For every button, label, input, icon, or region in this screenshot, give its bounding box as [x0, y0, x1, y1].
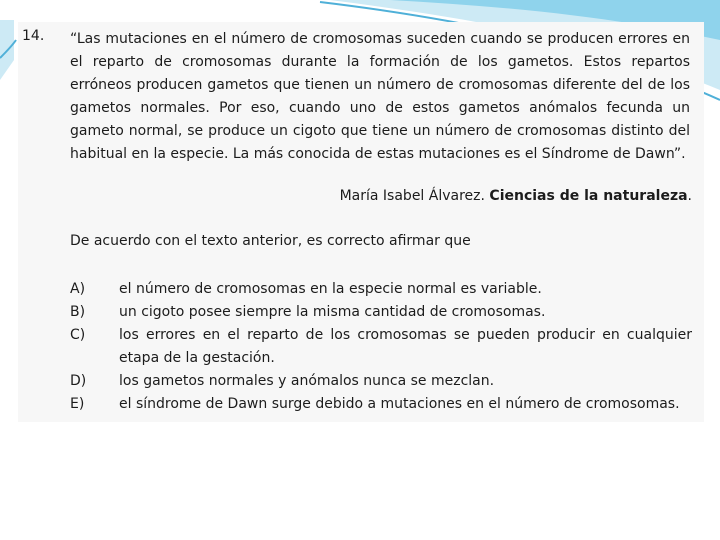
citation-end: . — [687, 188, 692, 204]
option-letter: B) — [70, 304, 86, 320]
option-text: el número de cromosomas en la especie normal es variable. — [119, 281, 542, 297]
option-a[interactable] — [70, 278, 692, 301]
option-letter: C) — [70, 327, 86, 343]
question-quote: “Las mutaciones en el número de cromosomas suceden cuando se producen errores en el reparto de cromosomas durante la formación de los gametos. Estos repartos erróneos producen gametos que tienen un número de cromosomas diferente del de los gametos normales. Por eso, cuando uno de estos gametos anómalos fecunda un gameto normal, se produce un cigoto que tiene un número de cromosomas distinto del habitual en la especie. La más conocida de estas mutaciones es el Síndrome de Dawn”. — [70, 31, 690, 162]
option-letter: D) — [70, 373, 87, 389]
citation-title: Ciencias de la naturaleza — [489, 188, 688, 204]
citation — [70, 188, 692, 204]
citation-author: María Isabel Álvarez. — [339, 188, 485, 204]
option-e[interactable] — [70, 393, 692, 416]
answer-options — [70, 278, 692, 416]
option-text: el síndrome de Dawn surge debido a mutaciones en el número de cromosomas. — [119, 396, 680, 412]
option-letter: A) — [70, 281, 86, 297]
option-c[interactable] — [70, 324, 692, 370]
option-d[interactable] — [70, 370, 692, 393]
option-b[interactable] — [70, 301, 692, 324]
option-text: los gametos normales y anómalos nunca se mezclan. — [119, 373, 495, 389]
option-text: un cigoto posee siempre la misma cantidad de cromosomas. — [119, 304, 546, 320]
option-text: los errores en el reparto de los cromosomas se pueden producir en cualquier etapa de la gestación. — [119, 327, 692, 366]
option-letter: E) — [70, 396, 85, 412]
question-prompt: De acuerdo con el texto anterior, es correcto afirmar que — [70, 233, 471, 249]
question-number: 14. — [22, 28, 45, 44]
